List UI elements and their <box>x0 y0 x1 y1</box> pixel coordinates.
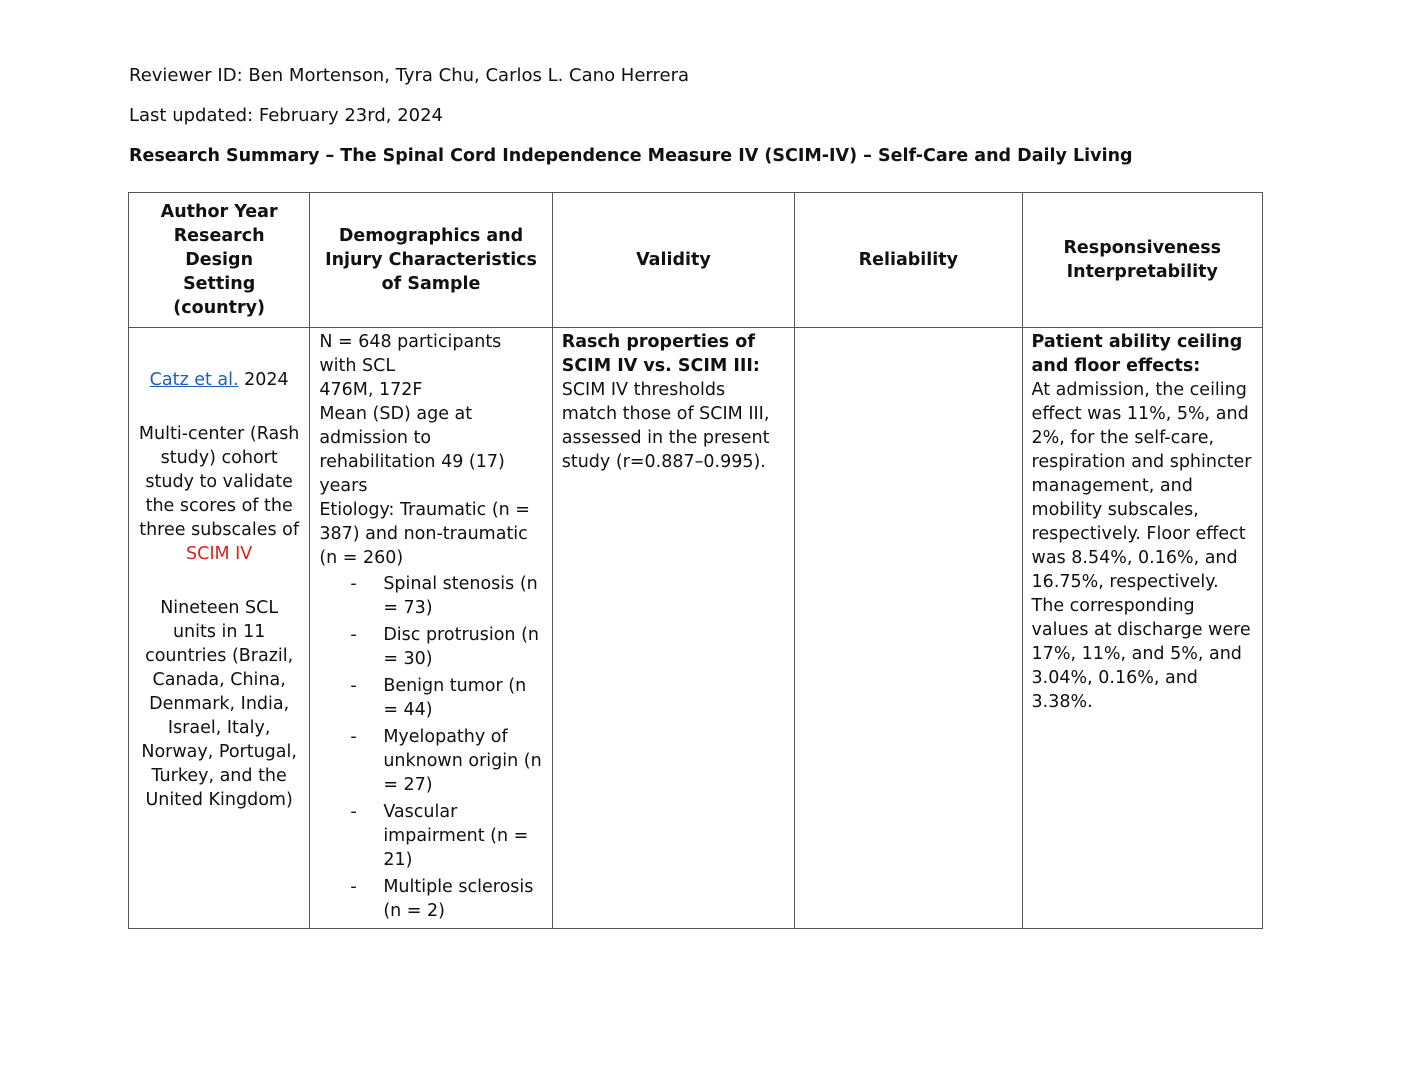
etiology-item-text: Vascular impairment (n = 21) <box>383 802 529 870</box>
list-item <box>319 725 542 797</box>
reviewer-id: Reviewer ID: Ben Mortenson, Tyra Chu, Carlos L. Cano Herrera <box>129 65 690 86</box>
reliability-cell <box>795 328 1022 929</box>
header-setting-line: Setting <box>183 274 256 294</box>
etiology-list <box>319 572 542 923</box>
sample-size: N = 648 participants with SCL <box>319 332 502 376</box>
header-country-line: (country) <box>173 298 266 318</box>
header-reliability: Reliability <box>795 193 1022 328</box>
responsiveness-heading: Patient ability ceiling and floor effects: <box>1031 332 1243 376</box>
author-link[interactable]: Catz et al. <box>149 370 239 390</box>
research-summary-table <box>128 192 1263 929</box>
validity-heading: Rasch properties of SCIM IV vs. SCIM III: <box>561 332 760 376</box>
header-responsiveness <box>1022 193 1262 328</box>
demographics-cell <box>310 328 552 929</box>
header-design-line: Design <box>185 250 254 270</box>
list-item <box>319 875 542 923</box>
bullet-dash: - <box>350 727 357 747</box>
header-responsiveness-line: Responsiveness <box>1063 238 1222 258</box>
last-updated: Last updated: February 23rd, 2024 <box>129 105 443 126</box>
scim-iv-highlight: SCIM IV <box>186 544 253 564</box>
study-setting: Nineteen SCL units in 11 countries (Brazil, Canada, China, Denmark, India, Israel, Italy, Norway, Portugal, Turkey, and the United Kingdom) <box>141 598 297 810</box>
study-year: 2024 <box>238 370 289 390</box>
etiology-summary: Etiology: Traumatic (n = 387) and non-traumatic (n = 260) <box>319 500 530 568</box>
header-demographics: Demographics and Injury Characteristics of Sample <box>310 193 552 328</box>
header-author-year <box>129 193 310 328</box>
study-cell <box>129 328 310 929</box>
bullet-dash: - <box>350 625 357 645</box>
responsiveness-cell <box>1022 328 1262 929</box>
list-item <box>319 674 542 722</box>
header-interpretability-line: Interpretability <box>1066 262 1218 282</box>
table-header-row <box>129 193 1263 328</box>
list-item <box>319 800 542 872</box>
bullet-dash: - <box>350 877 357 897</box>
validity-text: SCIM IV thresholds match those of SCIM III, assessed in the present study (r=0.887–0.995). <box>561 380 770 472</box>
list-item <box>319 572 542 620</box>
validity-cell <box>552 328 794 929</box>
page-title: Research Summary – The Spinal Cord Independence Measure IV (SCIM-IV) – Self-Care and Daily Living <box>129 146 1133 166</box>
header-research-line: Research <box>173 226 265 246</box>
study-citation <box>138 368 300 392</box>
etiology-item-text: Disc protrusion (n = 30) <box>383 625 539 669</box>
header-author-line: Author Year <box>160 202 278 222</box>
study-design-text: Multi-center (Rash study) cohort study to validate the scores of the three subscales of <box>138 424 300 540</box>
etiology-item-text: Multiple sclerosis (n = 2) <box>383 877 534 921</box>
responsiveness-text: At admission, the ceiling effect was 11%, 5%, and 2%, for the self-care, respiration and sphincter management, and mobility subscales, respectively. Floor effect was 8.54%, 0.16%, and 16.75%, respectively. The corresponding values at discharge were 17%, 11%, and 5%, and 3.04%, 0.16%, and 3.38%. <box>1031 380 1252 712</box>
header-validity: Validity <box>552 193 794 328</box>
table-row <box>129 328 1263 929</box>
bullet-dash: - <box>350 676 357 696</box>
study-design <box>138 422 300 566</box>
etiology-item-text: Spinal stenosis (n = 73) <box>383 574 538 618</box>
sex-breakdown: 476M, 172F <box>319 380 423 400</box>
bullet-dash: - <box>350 574 357 594</box>
list-item <box>319 623 542 671</box>
mean-age: Mean (SD) age at admission to rehabilitation 49 (17) years <box>319 404 505 496</box>
bullet-dash: - <box>350 802 357 822</box>
etiology-item-text: Benign tumor (n = 44) <box>383 676 527 720</box>
etiology-item-text: Myelopathy of unknown origin (n = 27) <box>383 727 542 795</box>
